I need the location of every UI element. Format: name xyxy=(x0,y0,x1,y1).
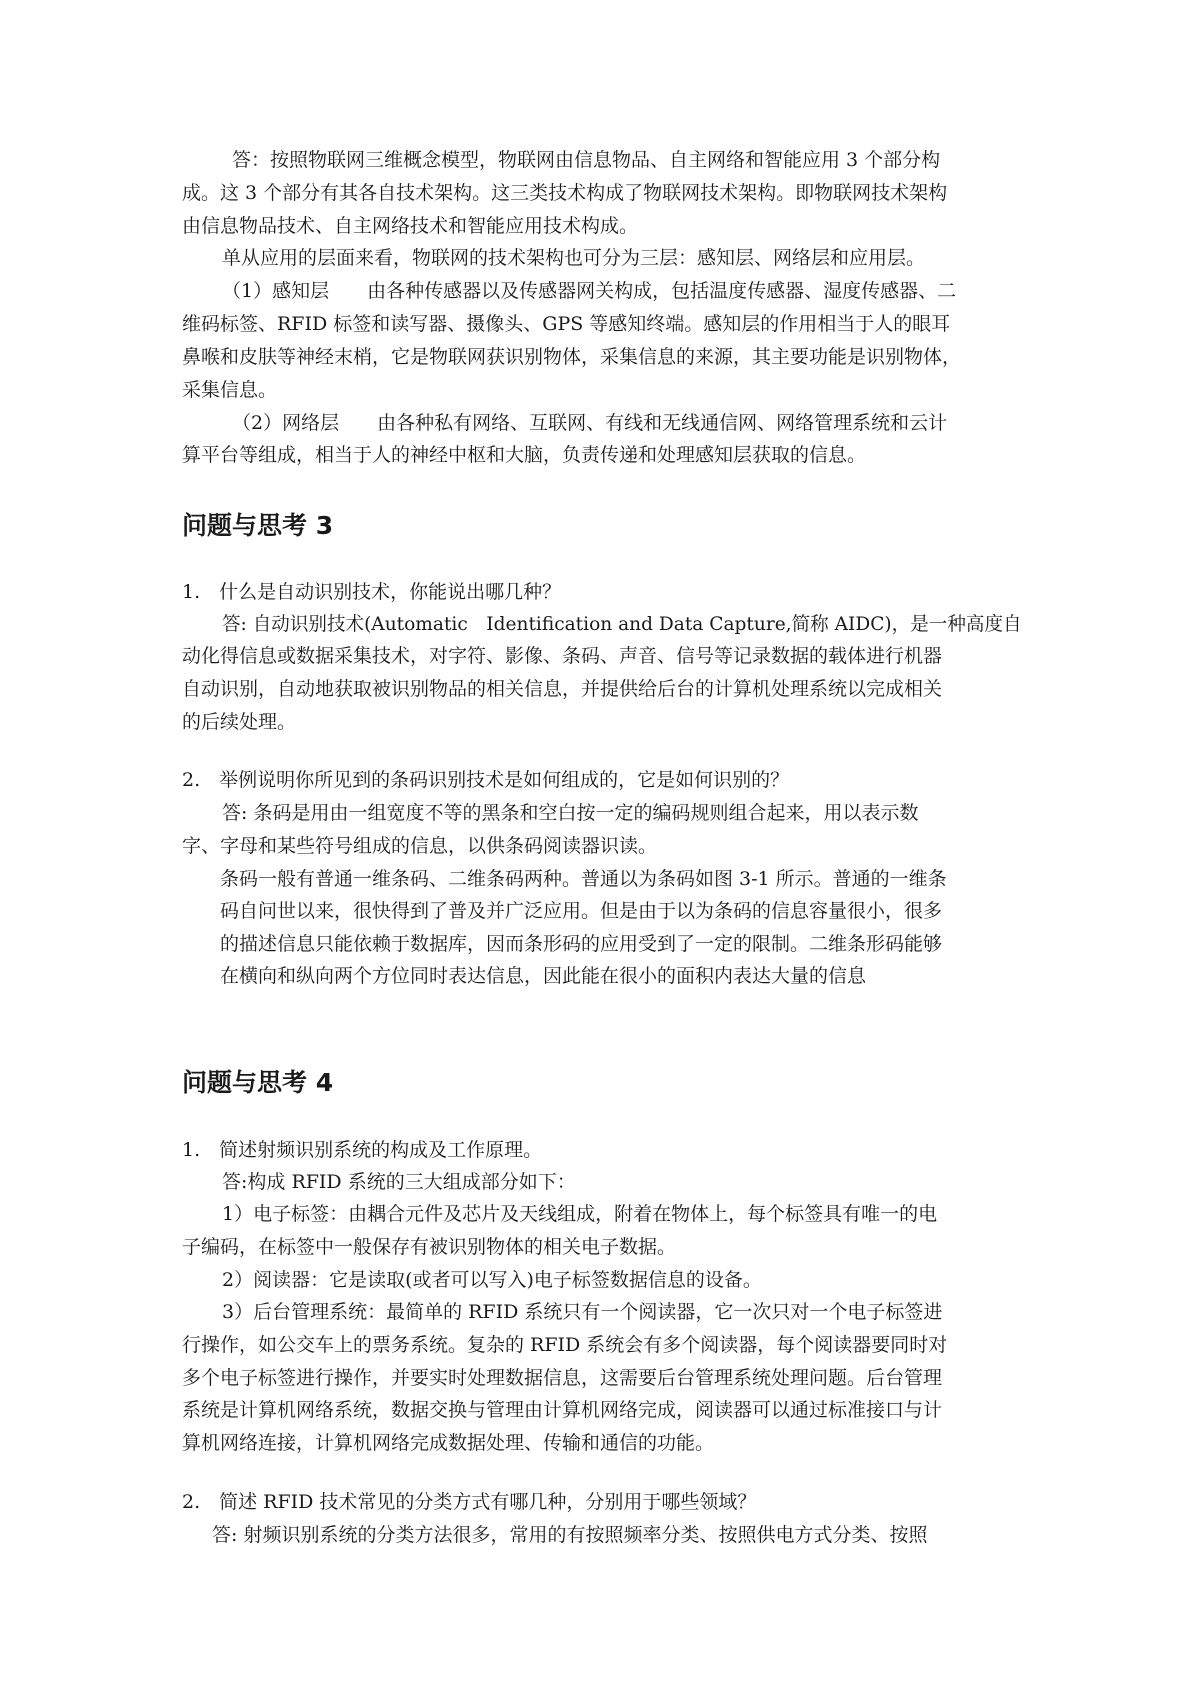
answer-line: 条码一般有普通一维条码、二维条码两种。普通以为条码如图 3-1 所示。普通的一维条 xyxy=(220,868,947,890)
answer-line: 码自问世以来，很快得到了普及并广泛应用。但是由于以为条码的信息容量很小，很多 xyxy=(220,900,943,922)
question-line: 2. 简述 RFID 技术常见的分类方式有哪几种，分别用于哪些领域？ xyxy=(182,1491,757,1513)
answer-line: 系统是计算机网络系统，数据交换与管理由计算机网络完成，阅读器可以通过标准接口与计 xyxy=(182,1399,943,1421)
answer-line: 多个电子标签进行操作，并要实时处理数据信息，这需要后台管理系统处理问题。后台管理 xyxy=(182,1367,943,1389)
answer-line: 自动识别，自动地获取被识别物品的相关信息，并提供给后台的计算机处理系统以完成相关 xyxy=(182,678,943,700)
paragraph-line: 单从应用的层面来看，物联网的技术架构也可分为三层：感知层、网络层和应用层。 xyxy=(222,247,926,269)
answer-line: 1）电子标签：由耦合元件及芯片及天线组成，附着在物体上，每个标签具有唯一的电 xyxy=(222,1203,938,1225)
answer-line: 答: 自动识别技术(Automatic Identification and Data Capture,简称 AIDC)，是一种高度自 xyxy=(222,613,1022,635)
paragraph-line: （2）网络层 由各种私有网络、互联网、有线和无线通信网、网络管理系统和云计 xyxy=(232,412,948,434)
answer-line: 动化得信息或数据采集技术，对字符、影像、条码、声音、信号等记录数据的载体进行机器 xyxy=(182,645,943,667)
paragraph-line: 算平台等组成，相当于人的神经中枢和大脑，负责传递和处理感知层获取的信息。 xyxy=(182,444,867,466)
paragraph-line: 成。这 3 个部分有其各自技术架构。这三类技术构成了物联网技术架构。即物联网技术架构 xyxy=(182,182,948,204)
paragraph-line: 答：按照物联网三维概念模型，物联网由信息物品、自主网络和智能应用 3 个部分构 xyxy=(232,149,941,171)
question-line: 1. 简述射频识别系统的构成及工作原理。 xyxy=(182,1139,543,1161)
paragraph-line: 由信息物品技术、自主网络技术和智能应用技术构成。 xyxy=(182,215,639,237)
answer-line: 的后续处理。 xyxy=(182,711,297,733)
answer-line: 答: 条码是用由一组宽度不等的黑条和空白按一定的编码规则组合起来，用以表示数 xyxy=(222,802,919,824)
question-line: 2. 举例说明你所见到的条码识别技术是如何组成的，它是如何识别的？ xyxy=(182,769,790,791)
answer-line: 答:构成 RFID 系统的三大组成部分如下： xyxy=(222,1171,576,1193)
paragraph-line: （1）感知层 由各种传感器以及传感器网关构成，包括温度传感器、湿度传感器、二 xyxy=(222,280,957,302)
paragraph-line: 采集信息。 xyxy=(182,379,278,401)
section-heading: 问题与思考 3 xyxy=(182,511,334,540)
section-heading: 问题与思考 4 xyxy=(182,1068,334,1097)
paragraph-line: 鼻喉和皮肤等神经末梢，它是物联网获识别物体，采集信息的来源，其主要功能是识别物体， xyxy=(182,346,962,368)
answer-line: 2）阅读器：它是读取(或者可以写入)电子标签数据信息的设备。 xyxy=(222,1269,762,1291)
answer-line: 字、字母和某些符号组成的信息，以供条码阅读器识读。 xyxy=(182,835,658,857)
paragraph-line: 维码标签、RFID 标签和读写器、摄像头、GPS 等感知终端。感知层的作用相当于人的眼耳 xyxy=(182,313,951,335)
answer-line: 算机网络连接，计算机网络完成数据处理、传输和通信的功能。 xyxy=(182,1432,715,1454)
answer-line: 答: 射频识别系统的分类方法很多，常用的有按照频率分类、按照供电方式分类、按照 xyxy=(212,1524,928,1546)
answer-line: 子编码，在标签中一般保存有被识别物体的相关电子数据。 xyxy=(182,1236,677,1258)
answer-line: 3）后台管理系统：最简单的 RFID 系统只有一个阅读器，它一次只对一个电子标签进 xyxy=(222,1301,943,1323)
question-line: 1. 什么是自动识别技术，你能说出哪几种？ xyxy=(182,581,562,603)
answer-line: 行操作，如公交车上的票务系统。复杂的 RFID 系统会有多个阅读器，每个阅读器要同时对 xyxy=(182,1334,948,1356)
answer-line: 在横向和纵向两个方位同时表达信息，因此能在很小的面积内表达大量的信息 xyxy=(220,965,867,987)
answer-line: 的描述信息只能依赖于数据库，因而条形码的应用受到了一定的限制。二维条形码能够 xyxy=(220,933,943,955)
